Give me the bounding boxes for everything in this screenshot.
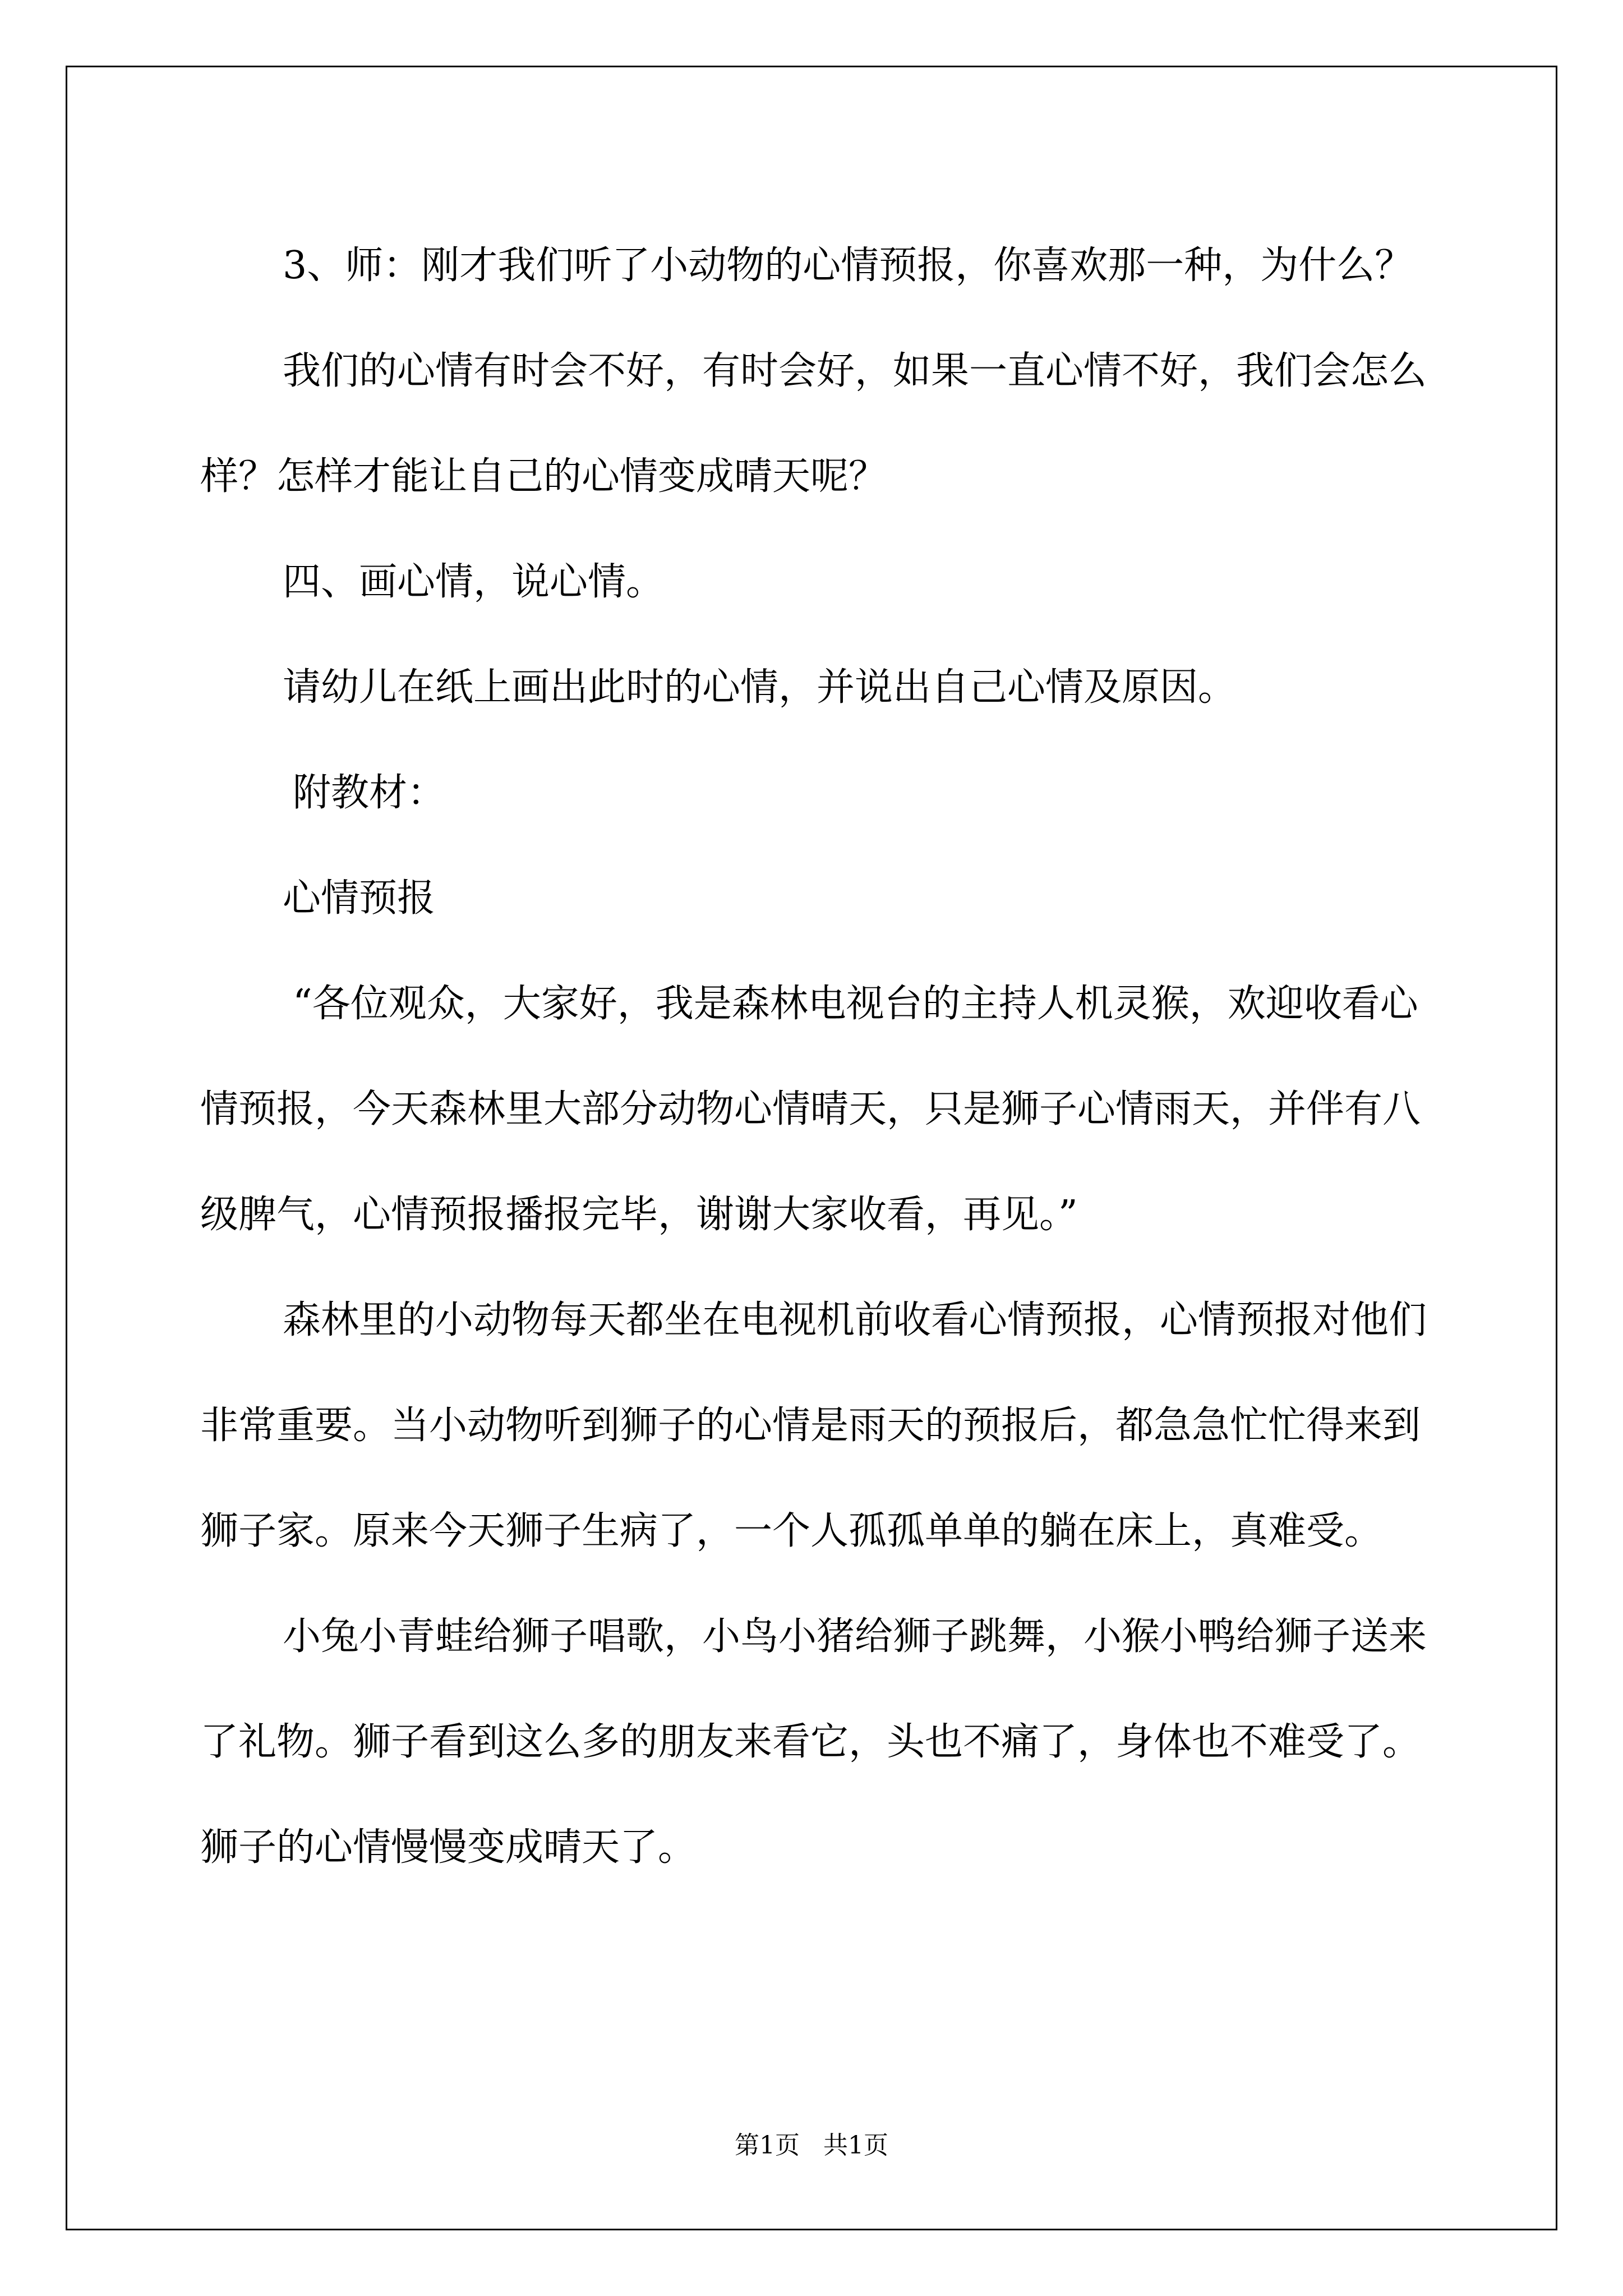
page-footer	[0, 2129, 1623, 2162]
page-number-total: 共1页	[823, 2131, 888, 2160]
paragraph-story-part-two: 小兔小青蛙给狮子唱歌，小鸟小猪给狮子跳舞，小猴小鸭给狮子送来了礼物。狮子看到这么多的朋友来看它，头也不痛了，身体也不难受了。狮子的心情慢慢变成晴天了。	[200, 1614, 1427, 1870]
document-body	[200, 213, 1431, 1901]
paragraph-attachment-label: 附教材：	[293, 771, 446, 815]
paragraph-drawing-task: 请幼儿在纸上画出此时的心情，并说出自己心情及原因。	[283, 665, 1237, 710]
paragraph-question: 3、师：刚才我们听了小动物的心情预报，你喜欢那一种，为什么？	[283, 243, 1413, 288]
paragraph-story-title: 心情预报	[283, 876, 436, 921]
paragraph-mood-discussion: 我们的心情有时会不好，有时会好，如果一直心情不好，我们会怎么样？怎样才能让自己的心情变成晴天呢？	[200, 349, 1427, 499]
page-number-current: 第1页	[735, 2131, 800, 2160]
paragraph-section-four: 四、画心情，说心情。	[283, 560, 665, 604]
paragraph-story-part-one: 森林里的小动物每天都坐在电视机前收看心情预报，心情预报对他们非常重要。当小动物听到狮子的心情是雨天的预报后，都急急忙忙得来到狮子家。原来今天狮子生病了，一个人孤孤单单的躺在床上，真难受。	[200, 1298, 1427, 1553]
paragraph-broadcast-quote: “各位观众，大家好，我是森林电视台的主持人机灵猴，欢迎收看心情预报，今天森林里大部分动物心情晴天，只是狮子心情雨天，并伴有八级脾气，心情预报播报完毕，谢谢大家收看，再见。”	[200, 982, 1421, 1237]
